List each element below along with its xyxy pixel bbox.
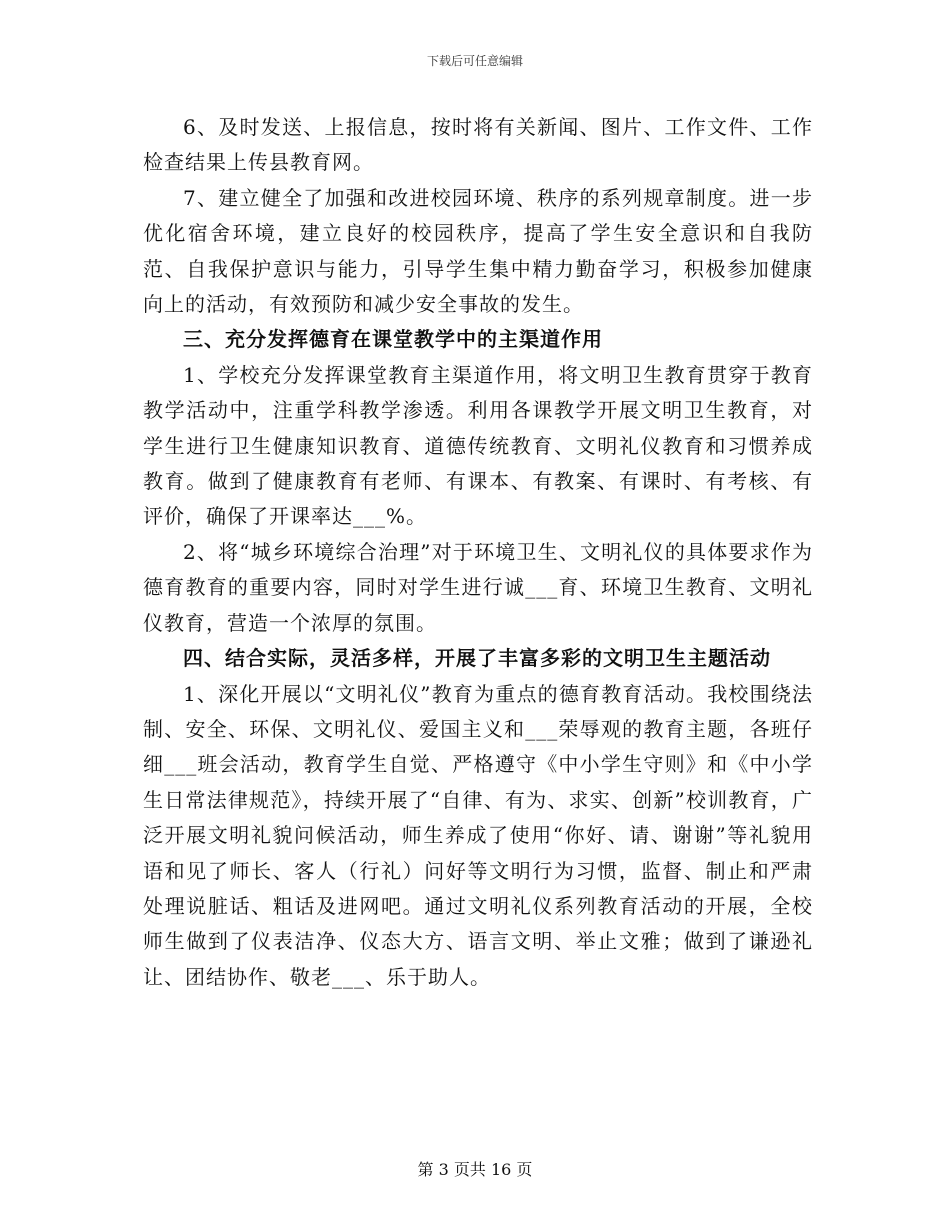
page-header: 下载后可任意编辑: [426, 54, 523, 68]
section-heading-4: 四、结合实际，灵活多样，开展了丰富多彩的文明卫生主题活动: [183, 646, 771, 671]
paragraph-section3-item-2: 2、将“城乡环境综合治理”对于环境卫生、文明礼仪的具体要求作为德育教育的重要内容，同时对学生进行诚___育、环境卫生教育、文明礼仪教育，营造一个浓厚的氛围。: [143, 539, 813, 635]
section-heading-3: 三、充分发挥德育在课堂教学中的主渠道作用: [183, 327, 603, 352]
page-footer-page-number: 第 3 页共 16 页: [417, 1160, 533, 1179]
paragraph-item-6: 6、及时发送、上报信息，按时将有关新闻、图片、工作文件、工作检查结果上传县教育网。: [143, 115, 813, 175]
paragraph-item-7: 7、建立健全了加强和改进校园环境、秩序的系列规章制度。进一步优化宿舍环境，建立良好的校园秩序，提高了学生安全意识和自我防范、自我保护意识与能力，引导学生集中精力勤奋学习，积极参加健康向上的活动，有效预防和减少安全事故的发生。: [143, 185, 813, 317]
paragraph-section4-item-1: 1、深化开展以“文明礼仪”教育为重点的德育教育活动。我校围绕法制、安全、环保、文明礼仪、爱国主义和___荣辱观的教育主题，各班仔细___班会活动，教育学生自觉、严格遵守《中小学生守则》和《中小学生日常法律规范》，持续开展了“自律、有为、求实、创新”校训教育，广泛开展文明礼貌问候活动，师生养成了使用“你好、请、谢谢”等礼貌用语和见了师长、客人（行礼）问好等文明行为习惯，监督、制止和严肃处理说脏话、粗话及进网吧。通过文明礼仪系列教育活动的开展，全校师生做到了仪表洁净、仪态大方、语言文明、举止文雅；做到了谦逊礼让、团结协作、敬老___、乐于助人。: [143, 681, 813, 989]
paragraph-section3-item-1: 1、学校充分发挥课堂教育主渠道作用，将文明卫生教育贯穿于教育教学活动中，注重学科教学渗透。利用各课教学开展文明卫生教育，对学生进行卫生健康知识教育、道德传统教育、文明礼仪教育和习惯养成教育。做到了健康教育有老师、有课本、有教案、有课时、有考核、有评价，确保了开课率达___%。: [143, 362, 813, 529]
document-body: [143, 110, 813, 995]
